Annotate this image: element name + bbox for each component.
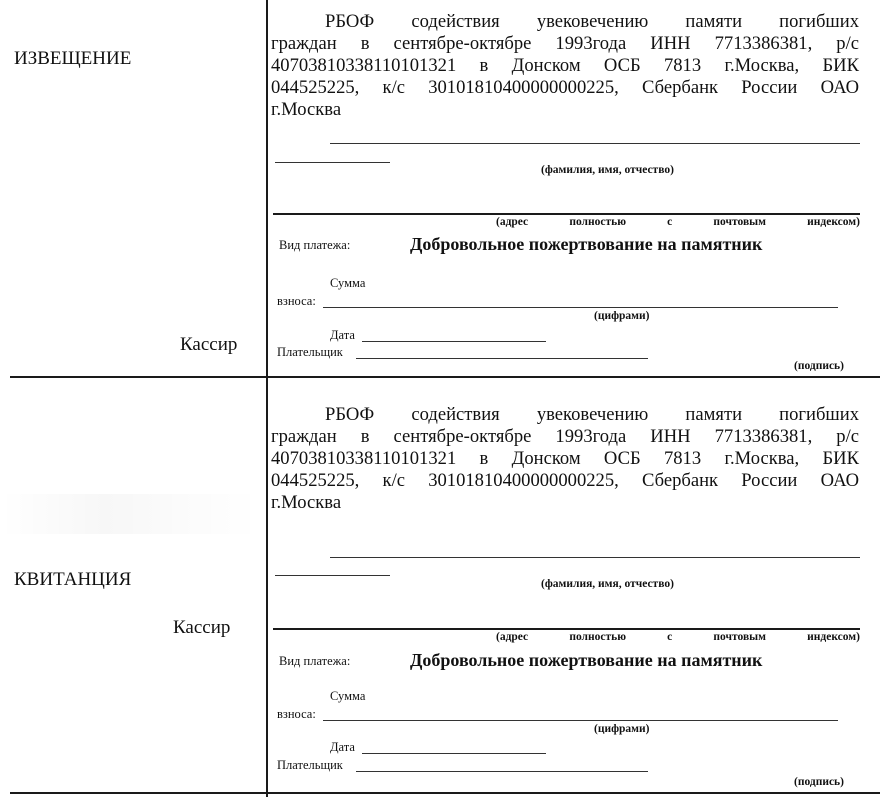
recipient-line: 044525225, к/с 30101810400000000225, Сбербанк России ОАО (271, 470, 859, 491)
fio-caption: (фамилия, имя, отчество) (541, 164, 674, 176)
notice-heading: ИЗВЕЩЕНИЕ (14, 48, 132, 69)
digits-caption: (цифрами) (594, 723, 650, 735)
payment-type-value: Добровольное пожертвование на памятник (410, 650, 763, 670)
payer-signature-line[interactable] (356, 771, 648, 772)
address-caption-word: полностью (569, 216, 626, 228)
address-caption (496, 216, 860, 228)
sum-label: Сумма (330, 689, 366, 703)
sum-label: Сумма (330, 276, 366, 290)
signature-caption: (подпись) (794, 360, 844, 372)
address-field-line[interactable] (273, 628, 860, 630)
address-caption-word: с (667, 216, 673, 228)
address-caption-word: (адрес (496, 216, 529, 228)
recipient-line: г.Москва (271, 99, 342, 120)
sum-label-2: взноса: (277, 294, 316, 308)
bottom-border (10, 792, 880, 794)
fio-field-line[interactable] (330, 143, 860, 144)
address-caption-word: индексом) (807, 631, 860, 643)
recipient-line: г.Москва (271, 492, 342, 513)
date-field-line[interactable] (362, 753, 546, 754)
recipient-line: 40703810338110101321 в Донском ОСБ 7813 г.Москва, БИК (271, 448, 859, 469)
scan-artifact (0, 494, 260, 534)
address-caption-word: полностью (569, 631, 626, 643)
recipient-line: граждан в сентябре-октябре 1993года ИНН 7713386381, р/с (271, 33, 859, 54)
recipient-details (271, 404, 859, 514)
payment-type-label: Вид платежа: (279, 654, 351, 668)
payment-type-value: Добровольное пожертвование на памятник (410, 234, 763, 254)
recipient-details (271, 11, 859, 121)
fio-field-line[interactable] (330, 557, 860, 558)
date-label: Дата (330, 740, 355, 754)
cashier-label: Кассир (173, 617, 231, 638)
vertical-divider (266, 0, 268, 797)
fio-caption: (фамилия, имя, отчество) (541, 578, 674, 590)
sum-label-2: взноса: (277, 707, 316, 721)
payer-signature-line[interactable] (356, 358, 648, 359)
recipient-line: 40703810338110101321 в Донском ОСБ 7813 г.Москва, БИК (271, 55, 859, 76)
recipient-line: граждан в сентябре-октябре 1993года ИНН 7713386381, р/с (271, 426, 859, 447)
receipt-heading: КВИТАНЦИЯ (14, 569, 132, 590)
signature-caption: (подпись) (794, 776, 844, 788)
recipient-line: 044525225, к/с 30101810400000000225, Сбербанк России ОАО (271, 77, 859, 98)
sum-field-line[interactable] (323, 720, 838, 721)
fio-field-line-2[interactable] (275, 575, 390, 576)
date-label: Дата (330, 328, 355, 342)
address-field-line[interactable] (273, 213, 860, 215)
payer-label: Плательщик (277, 345, 343, 359)
date-field-line[interactable] (362, 341, 546, 342)
payer-label: Плательщик (277, 758, 343, 772)
address-caption (496, 631, 860, 643)
payment-type-label: Вид платежа: (279, 238, 351, 252)
address-caption-word: почтовым (713, 216, 766, 228)
address-caption-word: почтовым (713, 631, 766, 643)
address-caption-word: с (667, 631, 673, 643)
sum-field-line[interactable] (323, 307, 838, 308)
fio-field-line-2[interactable] (275, 162, 390, 163)
section-divider (10, 376, 880, 378)
address-caption-word: (адрес (496, 631, 529, 643)
recipient-line: РБОФ содействия увековечению памяти погибших (325, 11, 859, 32)
recipient-line: РБОФ содействия увековечению памяти погибших (325, 404, 859, 425)
address-caption-word: индексом) (807, 216, 860, 228)
cashier-label: Кассир (180, 334, 238, 355)
digits-caption: (цифрами) (594, 310, 650, 322)
